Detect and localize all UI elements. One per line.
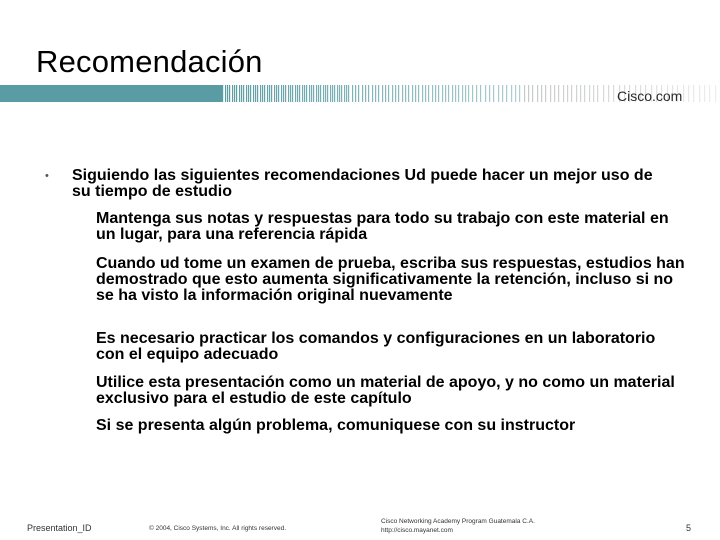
band-stripe	[415, 85, 416, 102]
page-number: 5	[686, 523, 692, 533]
band-stripe	[428, 85, 429, 102]
band-solid	[0, 85, 222, 102]
band-stripe	[222, 85, 223, 102]
band-stripe	[365, 85, 366, 102]
band-stripe	[339, 85, 340, 102]
band-stripe	[567, 85, 568, 102]
band-stripe	[355, 85, 356, 102]
cisco-logo: Cisco.com	[617, 88, 683, 104]
band-stripe	[248, 85, 249, 102]
band-stripe	[597, 85, 598, 102]
band-stripe	[395, 85, 396, 102]
band-stripe	[225, 85, 226, 102]
band-stripe	[438, 85, 439, 102]
band-stripe	[290, 85, 291, 102]
band-stripe	[311, 85, 312, 102]
band-stripe	[330, 85, 331, 102]
band-stripe	[455, 85, 456, 102]
band-stripe	[292, 85, 293, 102]
band-stripe	[239, 85, 240, 102]
band-stripe	[493, 85, 494, 102]
band-stripe	[693, 85, 694, 102]
band-stripe	[715, 85, 716, 102]
band-stripe	[232, 85, 233, 102]
sub-point-3: Es necesario practicar los comandos y configuraciones en un laboratorio con el equipo adecuado	[96, 330, 656, 363]
band-stripe	[688, 85, 689, 102]
band-stripe	[327, 85, 328, 102]
band-stripe	[255, 85, 256, 102]
band-stripe	[285, 85, 286, 102]
band-stripe	[613, 85, 614, 102]
band-stripe	[462, 85, 463, 102]
band-stripe	[262, 85, 263, 102]
band-stripe	[325, 85, 326, 102]
band-stripe	[576, 85, 577, 102]
band-stripe	[468, 85, 469, 102]
band-stripe	[398, 85, 399, 102]
slide-title: Recomendación	[36, 44, 263, 79]
band-stripe	[385, 85, 386, 102]
band-stripe	[537, 85, 538, 102]
band-stripe	[241, 85, 242, 102]
band-stripe	[236, 85, 237, 102]
copyright-text: © 2004, Cisco Systems, Inc. All rights reserved.	[149, 525, 287, 532]
band-stripe	[318, 85, 319, 102]
band-stripe	[346, 85, 347, 102]
band-stripe	[269, 85, 270, 102]
band-stripe	[532, 85, 533, 102]
band-stripe	[267, 85, 268, 102]
band-stripe	[545, 85, 546, 102]
band-stripe	[368, 85, 369, 102]
band-stripe	[558, 85, 559, 102]
band-stripe	[465, 85, 466, 102]
band-stripe	[299, 85, 300, 102]
sub-point-5: Si se presenta algún problema, comuniquese con su instructor	[96, 417, 576, 434]
program-info	[381, 517, 535, 535]
band-stripe	[358, 85, 359, 102]
band-stripe	[699, 85, 700, 102]
band-stripe	[402, 85, 403, 102]
band-stripe	[408, 85, 409, 102]
band-stripe	[243, 85, 244, 102]
band-stripe	[304, 85, 305, 102]
band-stripe	[704, 85, 705, 102]
band-stripe	[442, 85, 443, 102]
band-stripe	[288, 85, 289, 102]
band-stripe	[498, 85, 499, 102]
band-stripe	[306, 85, 307, 102]
band-stripe	[372, 85, 373, 102]
band-stripe	[313, 85, 314, 102]
band-stripe	[541, 85, 542, 102]
band-stripe	[458, 85, 459, 102]
band-stripe	[524, 85, 525, 102]
presentation-id: Presentation_ID	[27, 523, 92, 533]
band-stripe	[603, 85, 604, 102]
band-stripe	[554, 85, 555, 102]
band-stripe	[480, 85, 481, 102]
band-stripe	[260, 85, 261, 102]
band-stripe	[392, 85, 393, 102]
band-stripe	[418, 85, 419, 102]
band-stripe	[382, 85, 383, 102]
band-stripe	[295, 85, 296, 102]
band-stripe	[563, 85, 564, 102]
band-stripe	[511, 85, 512, 102]
program-line-1: Cisco Networking Academy Program Guatemala C.A.	[381, 518, 535, 525]
band-stripe	[271, 85, 272, 102]
band-stripe	[341, 85, 342, 102]
band-stripe	[683, 85, 684, 102]
band-stripe	[593, 85, 594, 102]
band-stripe	[362, 85, 363, 102]
band-stripe	[502, 85, 503, 102]
band-stripe	[281, 85, 282, 102]
header-band-graphic	[0, 85, 720, 102]
band-stripe	[323, 85, 324, 102]
band-stripe	[348, 85, 349, 102]
band-stripe	[412, 85, 413, 102]
band-stripe	[332, 85, 333, 102]
band-stripe	[250, 85, 251, 102]
band-stripe	[472, 85, 473, 102]
band-stripe	[253, 85, 254, 102]
band-stripe	[709, 85, 710, 102]
band-stripe	[432, 85, 433, 102]
band-stripe	[274, 85, 275, 102]
band-stripe	[405, 85, 406, 102]
band-stripe	[448, 85, 449, 102]
band-stripe	[608, 85, 609, 102]
band-stripe	[257, 85, 258, 102]
band-stripe	[229, 85, 230, 102]
band-stripe	[589, 85, 590, 102]
main-point-text: Siguiendo las siguientes recomendaciones Ud puede hacer un mejor uso de su tiempo de estudio	[72, 167, 653, 200]
band-stripe	[425, 85, 426, 102]
band-stripe	[337, 85, 338, 102]
header-band	[0, 85, 720, 102]
band-stripe	[283, 85, 284, 102]
band-stripe	[485, 85, 486, 102]
band-stripe	[550, 85, 551, 102]
band-stripe	[528, 85, 529, 102]
band-stripe	[452, 85, 453, 102]
band-stripe	[234, 85, 235, 102]
band-stripe	[388, 85, 389, 102]
band-stripe	[435, 85, 436, 102]
band-stripe	[519, 85, 520, 102]
band-stripe	[584, 85, 585, 102]
band-stripe	[264, 85, 265, 102]
band-stripe	[334, 85, 335, 102]
sub-point-2: Cuando ud tome un examen de prueba, escriba sus respuestas, estudios han demostrado que esto aumenta significativamente la retención, incluso si no se ha visto la información original nuevamente	[96, 255, 685, 304]
band-stripe	[378, 85, 379, 102]
band-stripe	[352, 85, 353, 102]
band-stripe	[309, 85, 310, 102]
band-stripe	[246, 85, 247, 102]
band-stripe	[278, 85, 279, 102]
sub-point-1: Mantenga sus notas y respuestas para todo su trabajo con este material en un lugar, para una referencia rápida	[96, 210, 669, 243]
band-stripe	[489, 85, 490, 102]
band-stripe	[445, 85, 446, 102]
band-stripe	[506, 85, 507, 102]
band-stripe	[571, 85, 572, 102]
band-stripe	[515, 85, 516, 102]
band-stripe	[276, 85, 277, 102]
program-line-2: http://cisco.mayanet.com	[381, 527, 453, 534]
band-stripe	[316, 85, 317, 102]
bullet-icon: •	[45, 170, 49, 182]
band-stripe	[580, 85, 581, 102]
sub-point-4: Utilice esta presentación como un material de apoyo, y no como un material exclusivo para el estudio de este capítulo	[96, 374, 675, 407]
band-stripe	[320, 85, 321, 102]
band-stripe	[422, 85, 423, 102]
band-stripe	[297, 85, 298, 102]
band-stripe	[344, 85, 345, 102]
band-stripe	[302, 85, 303, 102]
band-stripe	[476, 85, 477, 102]
band-stripe	[227, 85, 228, 102]
band-stripe	[375, 85, 376, 102]
